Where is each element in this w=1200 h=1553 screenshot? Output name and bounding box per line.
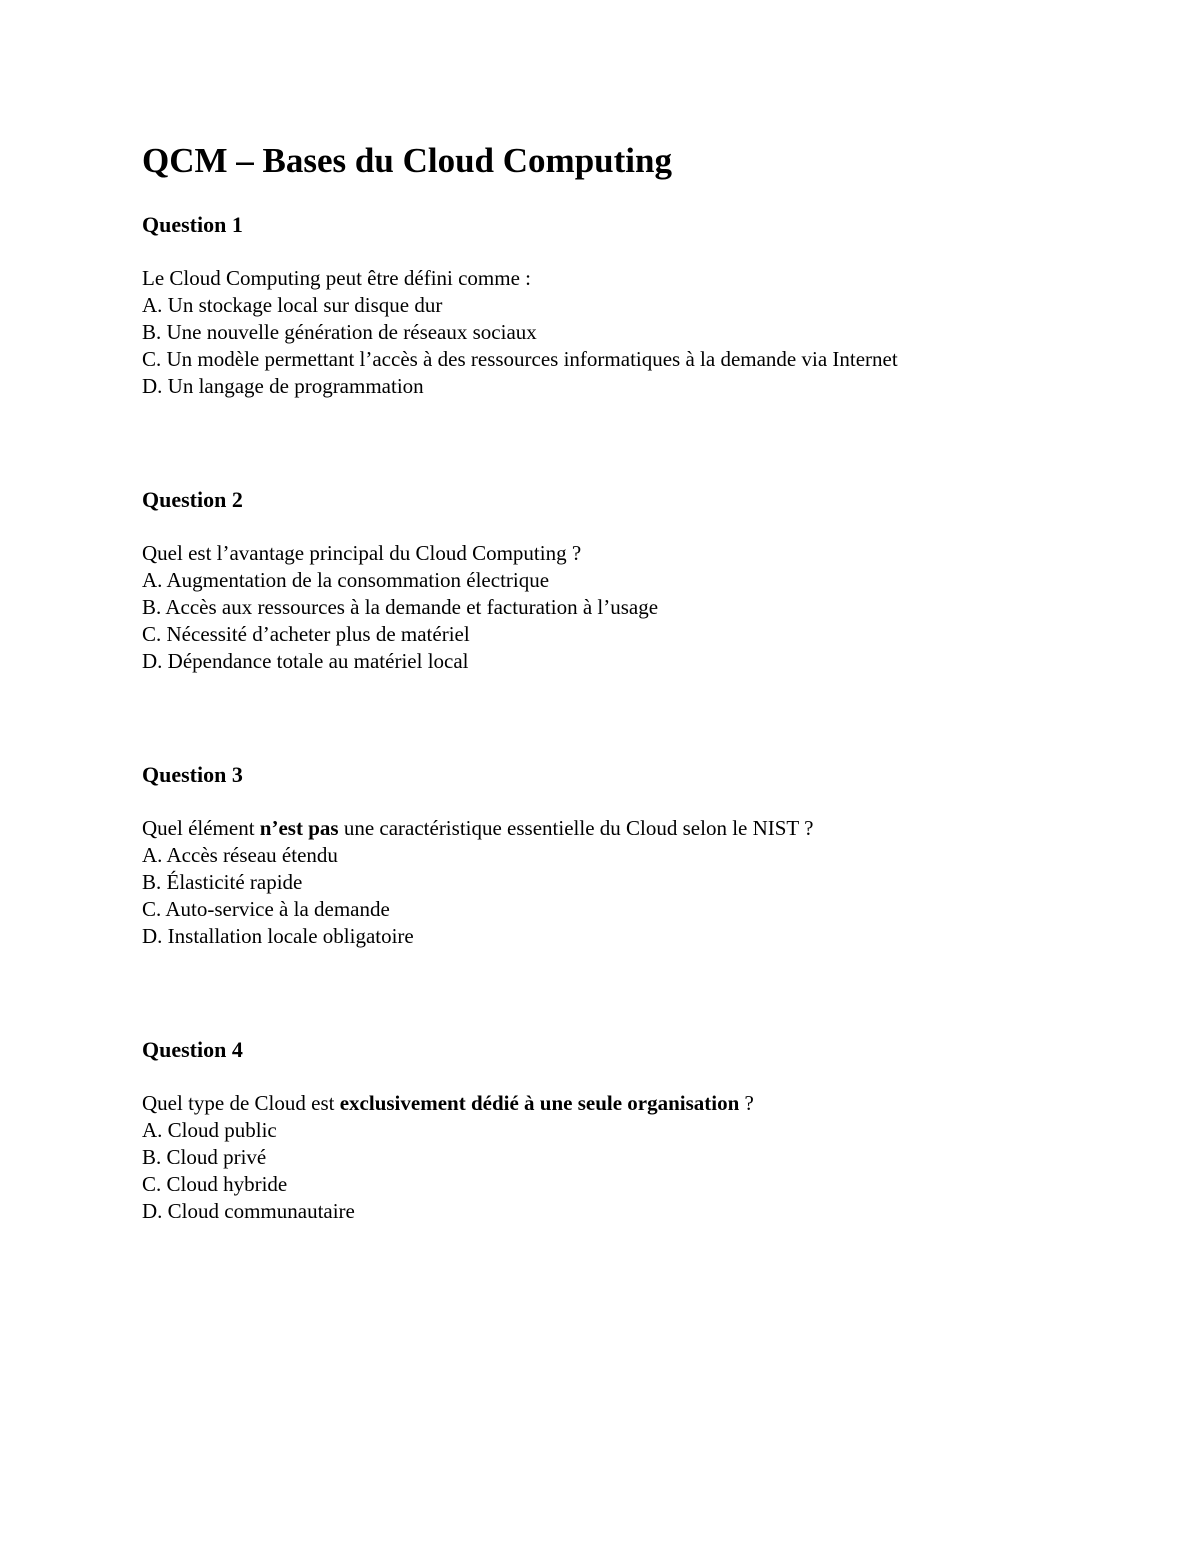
option-list [142,292,1142,400]
option-a: A. Un stockage local sur disque dur [142,293,443,317]
option-a: A. Cloud public [142,1118,277,1142]
option-a: A. Accès réseau étendu [142,843,338,867]
question-heading: Question 1 [142,212,243,237]
question-heading: Question 3 [142,762,243,787]
option-b: B. Une nouvelle génération de réseaux sociaux [142,320,537,344]
prompt-emphasis: exclusivement dédié à une seule organisation [339,1091,740,1115]
question-heading: Question 2 [142,487,243,512]
question-2 [142,485,1142,675]
option-list [142,567,1142,675]
option-b: B. Cloud privé [142,1145,267,1169]
option-a: A. Augmentation de la consommation électrique [142,568,550,592]
question-prompt [142,540,1142,567]
option-d: D. Cloud communautaire [142,1199,355,1223]
question-prompt [142,815,1142,842]
prompt-text-after: ? [739,1091,754,1115]
option-c: C. Auto-service à la demande [142,897,390,921]
option-d: D. Installation locale obligatoire [142,924,414,948]
prompt-emphasis: n’est pas [259,816,339,840]
option-b: B. Accès aux ressources à la demande et facturation à l’usage [142,595,659,619]
option-list [142,842,1142,950]
question-prompt [142,265,1142,292]
option-c: C. Un modèle permettant l’accès à des ressources informatiques à la demande via Internet [142,347,898,371]
question-4 [142,1035,1142,1225]
prompt-text: Le Cloud Computing peut être défini comme : [142,266,532,290]
question-3 [142,760,1142,950]
document-title: QCM – Bases du Cloud Computing [142,141,672,180]
option-b: B. Élasticité rapide [142,870,303,894]
prompt-text-before: Quel élément [142,816,260,840]
question-prompt [142,1090,1142,1117]
option-d: D. Un langage de programmation [142,374,424,398]
option-list [142,1117,1142,1225]
option-c: C. Cloud hybride [142,1172,288,1196]
prompt-text-after: une caractéristique essentielle du Cloud selon le NIST ? [338,816,814,840]
question-1 [142,210,1142,400]
prompt-text: Quel est l’avantage principal du Cloud Computing ? [142,541,582,565]
option-d: D. Dépendance totale au matériel local [142,649,469,673]
question-heading: Question 4 [142,1037,243,1062]
option-c: C. Nécessité d’acheter plus de matériel [142,622,470,646]
prompt-text-before: Quel type de Cloud est [142,1091,340,1115]
